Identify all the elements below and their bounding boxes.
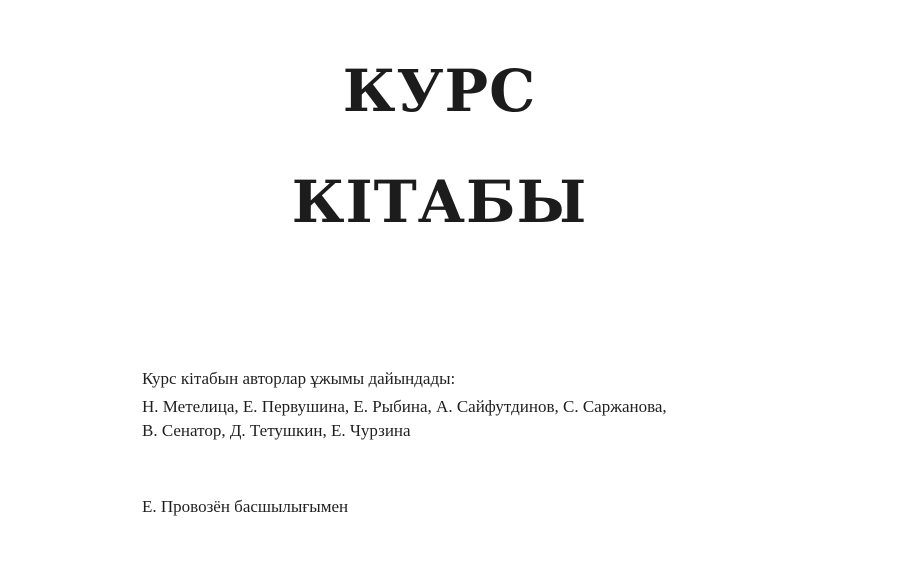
authors-list-line-2: В. Сенатор, Д. Тетушкин, Е. Чурзина [142, 421, 411, 440]
authors-list-line-1: Н. Метелица, Е. Первушина, Е. Рыбина, А. Сайфутдинов, С. Саржанова, [142, 397, 667, 416]
page-title-line-2: КІТАБЫ [291, 168, 588, 236]
page-title-line-1: КУРС [342, 57, 537, 125]
authors-intro: Курс кітабын авторлар ұжымы дайындады: [142, 369, 456, 388]
editor-credit: Е. Провозён басшылығымен [142, 497, 349, 516]
